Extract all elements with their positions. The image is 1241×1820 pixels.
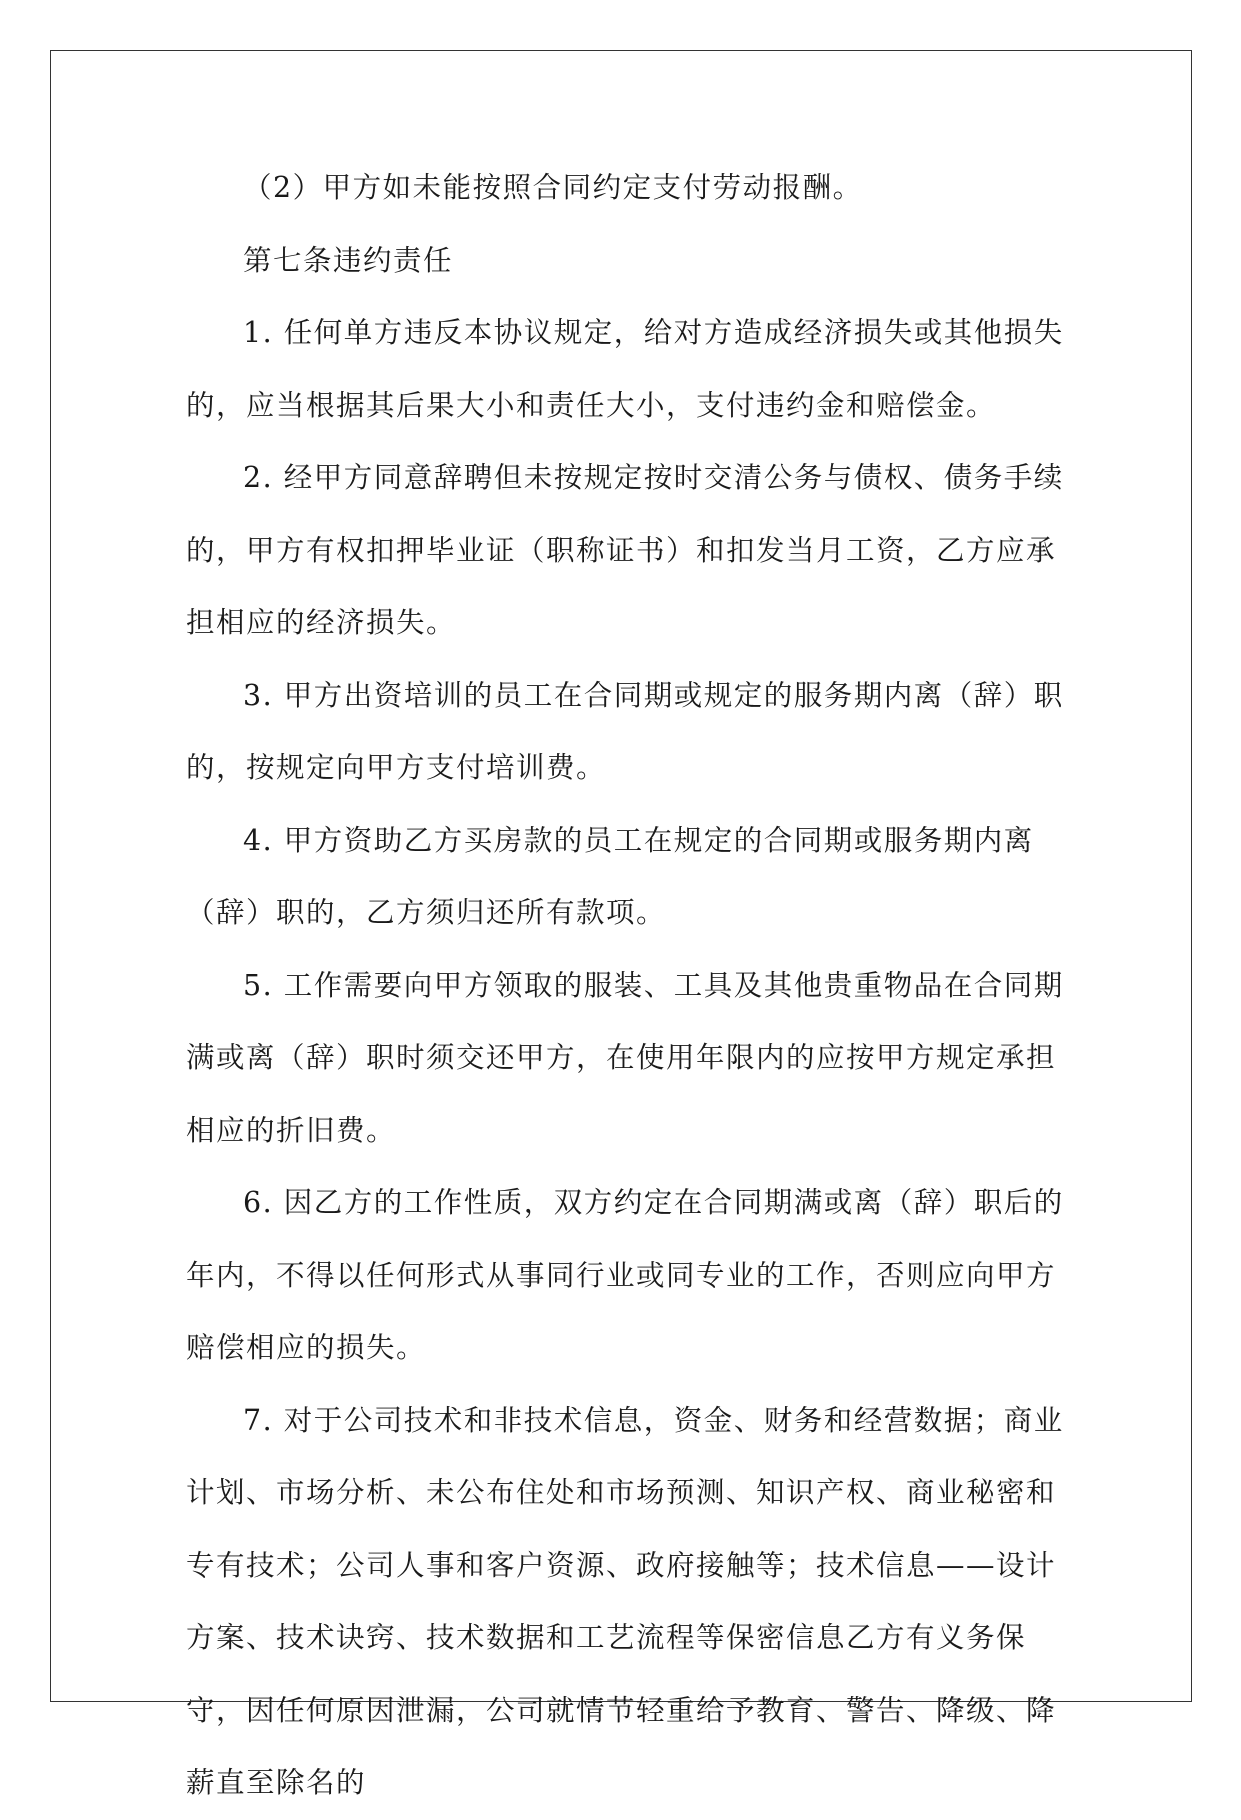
paragraph-item-3: 3. 甲方出资培训的员工在合同期或规定的服务期内离（辞）职的，按规定向甲方支付培训费。 [186,678,1064,784]
paragraph-item-4: 4. 甲方资助乙方买房款的员工在规定的合同期或服务期内离（辞）职的，乙方须归还所有款项。 [186,823,1034,929]
article-7-heading: 第七条违约责任 [243,243,454,277]
paragraph-item-5: 5. 工作需要向甲方领取的服装、工具及其他贵重物品在合同期满或离（辞）职时须交还甲方，在使用年限内的应按甲方规定承担相应的折旧费。 [186,968,1064,1147]
paragraph-clause-2: （2）甲方如未能按照合同约定支付劳动报酬。 [243,171,863,204]
paragraph-item-7: 7. 对于公司技术和非技术信息，资金、财务和经营数据；商业计划、市场分析、未公布住处和市场预测、知识产权、商业秘密和专有技术；公司人事和客户资源、政府接触等；技术信息——设计方案、技术诀窍、技术数据和工艺流程等保密信息乙方有义务保守，因任何原因泄漏，公司就情节轻重给予教育、警告、降级、降薪直至除名的 [186,1403,1064,1799]
paragraph-item-6: 6. 因乙方的工作性质，双方约定在合同期满或离（辞）职后的年内，不得以任何形式从事同行业或同专业的工作，否则应向甲方赔偿相应的损失。 [186,1186,1064,1364]
paragraph-item-2: 2. 经甲方同意辞聘但未按规定按时交清公务与债权、债务手续的，甲方有权扣押毕业证（职称证书）和扣发当月工资，乙方应承担相应的经济损失。 [186,461,1064,639]
document-body [186,152,1066,1820]
paragraph-item-1: 1. 任何单方违反本协议规定，给对方造成经济损失或其他损失的，应当根据其后果大小和责任大小，支付违约金和赔偿金。 [186,316,1064,422]
